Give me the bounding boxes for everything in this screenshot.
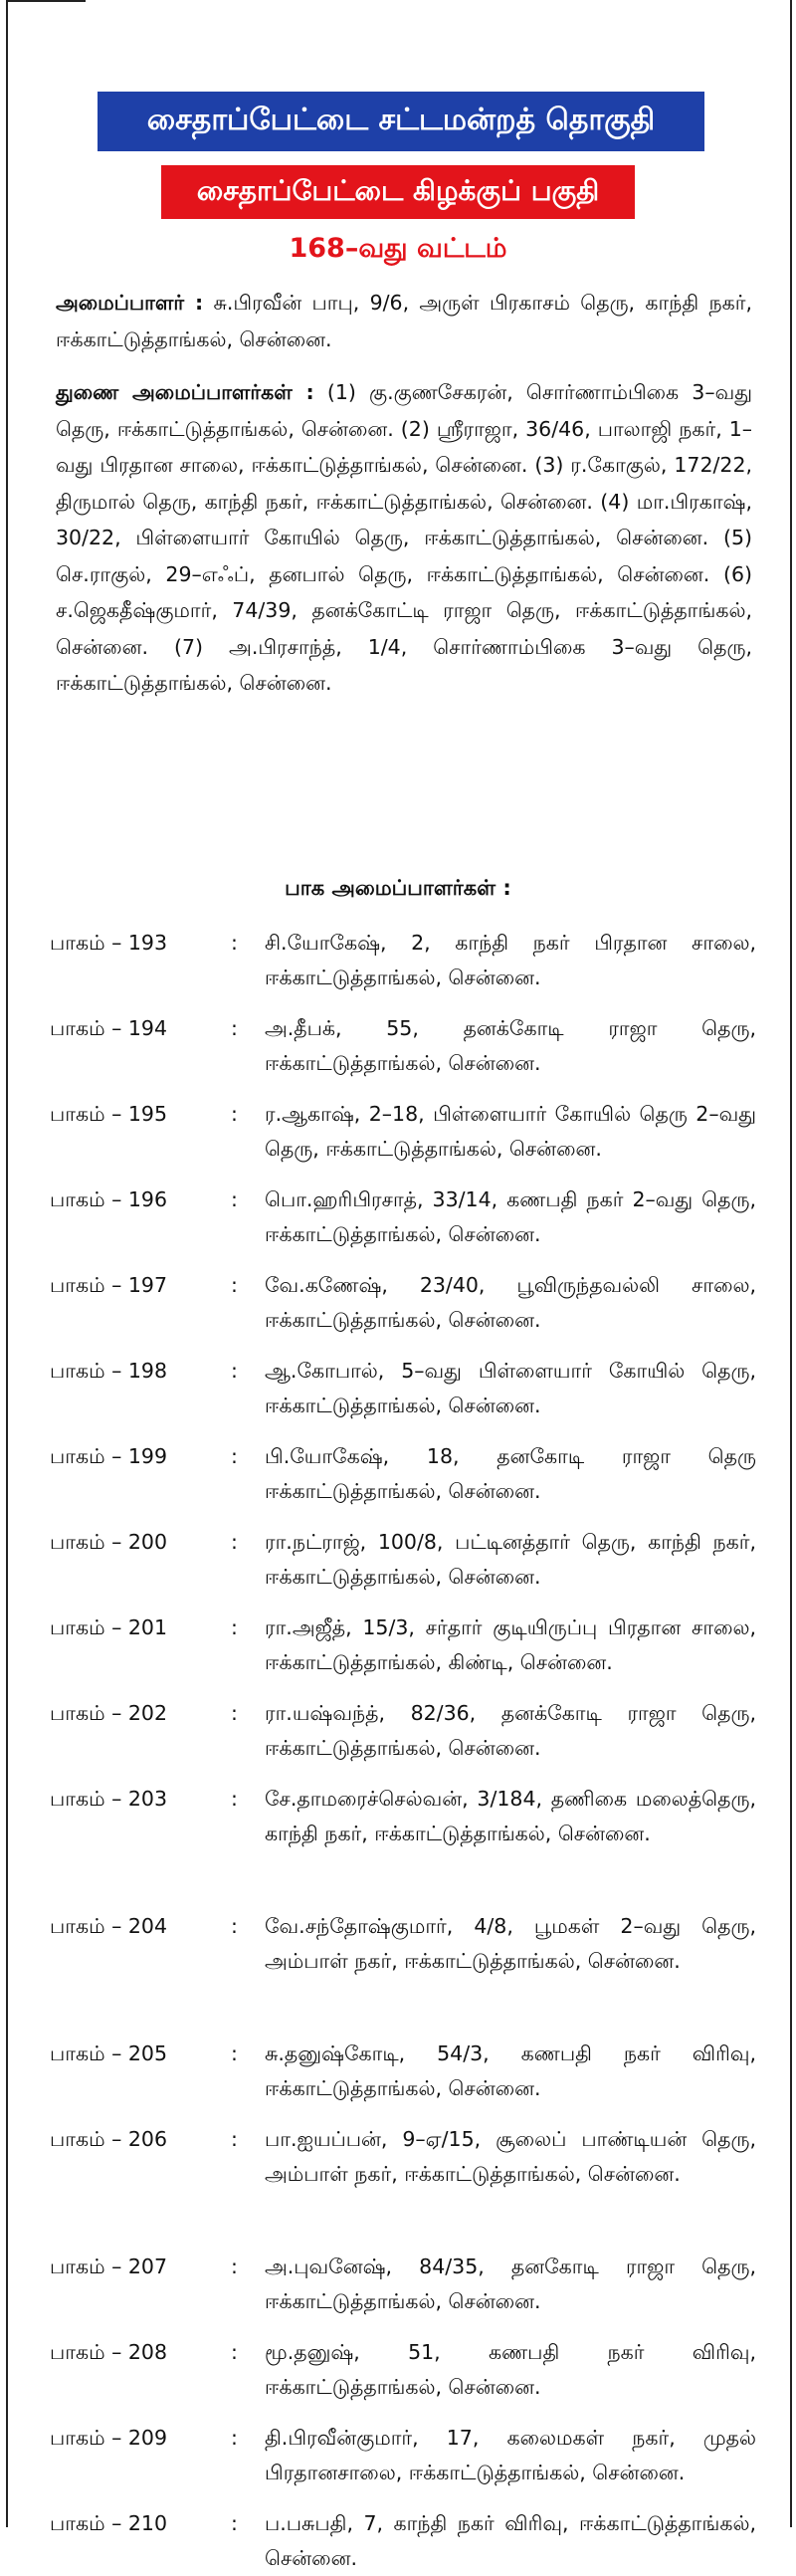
part-detail: சி.யோகேஷ், 2, காந்தி நகர் பிரதான சாலை, ஈக்காட்டுத்தாங்கல், சென்னை. [265, 931, 756, 989]
part-detail: வே.கணேஷ், 23/40, பூவிருந்தவல்லி சாலை, ஈக்காட்டுத்தாங்கல், சென்னை. [265, 1273, 756, 1332]
right-border-rule [790, 0, 792, 2527]
part-row [50, 1696, 756, 1766]
part-label: பாகம் – 208 [50, 2340, 167, 2364]
area-banner: சைதாப்பேட்டை கிழக்குப் பகுதி [161, 165, 635, 219]
part-label: பாகம் – 206 [50, 2127, 167, 2151]
organiser-paragraph [56, 285, 752, 357]
part-row [50, 1525, 756, 1595]
left-border-rule [6, 0, 8, 2527]
part-label: பாகம் – 196 [50, 1187, 167, 1211]
part-label: பாகம் – 195 [50, 1102, 167, 1126]
part-detail: வே.சந்தோஷ்குமார், 4/8, பூமகள் 2–வது தெரு, அம்பாள் நகர், ஈக்காட்டுத்தாங்கல், சென்னை. [265, 1914, 756, 1973]
part-colon: : [231, 1444, 238, 1468]
part-row [50, 2335, 756, 2405]
part-label: பாகம் – 209 [50, 2426, 167, 2450]
constituency-banner: சைதாப்பேட்டை சட்டமன்றத் தொகுதி [98, 92, 704, 151]
part-colon: : [231, 1530, 238, 1554]
part-row [50, 1782, 756, 1851]
part-label: பாகம் – 202 [50, 1701, 167, 1725]
part-row [50, 2037, 756, 2106]
part-colon: : [231, 1273, 238, 1297]
deputies-label: துணை அமைப்பாளர்கள் : [56, 380, 314, 404]
part-label: பாகம் – 204 [50, 1914, 167, 1938]
part-row [50, 1354, 756, 1423]
organiser-text: சு.பிரவீன் பாபு, 9/6, அருள் பிரகாசம் தெரு, காந்தி நகர், ஈக்காட்டுத்தாங்கல், சென்னை. [56, 291, 752, 351]
part-detail: தி.பிரவீன்குமார், 17, கலைமகள் நகர், முதல் பிரதானசாலை, ஈக்காட்டுத்தாங்கல், சென்னை. [265, 2426, 756, 2484]
part-row [50, 1268, 756, 1338]
part-row [50, 1182, 756, 1252]
part-detail: அ.தீபக், 55, தனக்கோடி ராஜா தெரு, ஈக்காட்டுத்தாங்கல், சென்னை. [265, 1016, 756, 1075]
part-detail: சே.தாமரைச்செல்வன், 3/184, தணிகை மலைத்தெரு, காந்தி நகர், ஈக்காட்டுத்தாங்கல், சென்னை. [265, 1787, 756, 1845]
part-detail: ப.பசுபதி, 7, காந்தி நகர் விரிவு, ஈக்காட்டுத்தாங்கல், சென்னை. [265, 2511, 756, 2570]
part-row [50, 926, 756, 995]
part-label: பாகம் – 193 [50, 931, 167, 955]
part-label: பாகம் – 210 [50, 2511, 167, 2535]
part-colon: : [231, 1016, 238, 1040]
part-colon: : [231, 931, 238, 955]
part-colon: : [231, 2426, 238, 2450]
part-detail: ரா.யஷ்வந்த், 82/36, தனக்கோடி ராஜா தெரு, ஈக்காட்டுத்தாங்கல், சென்னை. [265, 1701, 756, 1760]
part-organisers-heading: பாக அமைப்பாளர்கள் : [285, 876, 511, 900]
part-colon: : [231, 1787, 238, 1811]
part-row [50, 1439, 756, 1509]
ward-title: 168–வது வட்டம் [289, 233, 507, 264]
part-row [50, 2122, 756, 2192]
part-detail: பி.யோகேஷ், 18, தனகோடி ராஜா தெரு ஈக்காட்டுத்தாங்கல், சென்னை. [265, 1444, 756, 1503]
part-label: பாகம் – 205 [50, 2041, 167, 2065]
part-label: பாகம் – 197 [50, 1273, 167, 1297]
part-colon: : [231, 1914, 238, 1938]
part-detail: பா.ஐயப்பன், 9–ஏ/15, சூலைப் பாண்டியன் தெரு, அம்பாள் நகர், ஈக்காட்டுத்தாங்கல், சென்னை. [265, 2127, 756, 2186]
part-row [50, 1097, 756, 1167]
part-label: பாகம் – 198 [50, 1359, 167, 1383]
part-colon: : [231, 2254, 238, 2278]
part-label: பாகம் – 199 [50, 1444, 167, 1468]
deputies-text: (1) கு.குணசேகரன், சொர்ணாம்பிகை 3–வது தெரு, ஈக்காட்டுத்தாங்கல், சென்னை. (2) ஸ்ரீராஜா, 36/46, பாலாஜி நகர், 1–வது பிரதான சாலை, ஈக்காட்டுத்தாங்கல், சென்னை. (3) ர.கோகுல், 172/22, திருமால் தெரு, காந்தி நகர், ஈக்காட்டுத்தாங்கல், சென்னை. (4) மா.பிரகாஷ், 30/22, பிள்ளையார் கோயில் தெரு, ஈக்காட்டுத்தாங்கல், சென்னை. (5) செ.ராகுல், 29–எஃப், தனபால் தெரு, ஈக்காட்டுத்தாங்கல், சென்னை. (6) ச.ஜெகதீஷ்குமார், 74/39, தனக்கோட்டி ராஜா தெரு, ஈக்காட்டுத்தாங்கல், சென்னை. (7) அ.பிரசாந்த், 1/4, சொர்ணாம்பிகை 3–வது தெரு, ஈக்காட்டுத்தாங்கல், சென்னை. [56, 380, 752, 695]
top-border-rule [6, 0, 86, 2]
part-colon: : [231, 1701, 238, 1725]
part-label: பாகம் – 203 [50, 1787, 167, 1811]
part-label: பாகம் – 194 [50, 1016, 167, 1040]
part-colon: : [231, 2127, 238, 2151]
part-colon: : [231, 1615, 238, 1639]
part-row [50, 2506, 756, 2576]
part-colon: : [231, 2041, 238, 2065]
part-detail: சு.தனுஷ்கோடி, 54/3, கணபதி நகர் விரிவு, ஈக்காட்டுத்தாங்கல், சென்னை. [265, 2041, 756, 2100]
part-detail: ரா.அஜீத், 15/3, சர்தார் குடியிருப்பு பிரதான சாலை, ஈக்காட்டுத்தாங்கல், கிண்டி, சென்னை. [265, 1615, 756, 1674]
part-row [50, 2250, 756, 2319]
part-row [50, 1909, 756, 1979]
part-colon: : [231, 1359, 238, 1383]
part-label: பாகம் – 201 [50, 1615, 167, 1639]
part-colon: : [231, 2511, 238, 2535]
part-detail: ர.ஆகாஷ், 2–18, பிள்ளையார் கோயில் தெரு 2–வது தெரு, ஈக்காட்டுத்தாங்கல், சென்னை. [265, 1102, 756, 1161]
part-detail: மூ.தனுஷ், 51, கணபதி நகர் விரிவு, ஈக்காட்டுத்தாங்கல், சென்னை. [265, 2340, 756, 2399]
part-row [50, 2421, 756, 2490]
part-detail: பொ.ஹரிபிரசாத், 33/14, கணபதி நகர் 2–வது தெரு, ஈக்காட்டுத்தாங்கல், சென்னை. [265, 1187, 756, 1246]
organiser-label: அமைப்பாளர் : [56, 291, 204, 315]
part-detail: ரா.நட்ராஜ், 100/8, பட்டினத்தார் தெரு, காந்தி நகர், ஈக்காட்டுத்தாங்கல், சென்னை. [265, 1530, 756, 1589]
part-detail: அ.புவனேஷ், 84/35, தனகோடி ராஜா தெரு, ஈக்காட்டுத்தாங்கல், சென்னை. [265, 2254, 756, 2313]
deputy-organisers-paragraph [56, 374, 752, 702]
part-row [50, 1011, 756, 1081]
part-colon: : [231, 1102, 238, 1126]
part-label: பாகம் – 200 [50, 1530, 167, 1554]
part-colon: : [231, 1187, 238, 1211]
part-colon: : [231, 2340, 238, 2364]
part-row [50, 1610, 756, 1680]
part-detail: ஆ.கோபால், 5–வது பிள்ளையார் கோயில் தெரு, ஈக்காட்டுத்தாங்கல், சென்னை. [265, 1359, 756, 1417]
part-label: பாகம் – 207 [50, 2254, 167, 2278]
